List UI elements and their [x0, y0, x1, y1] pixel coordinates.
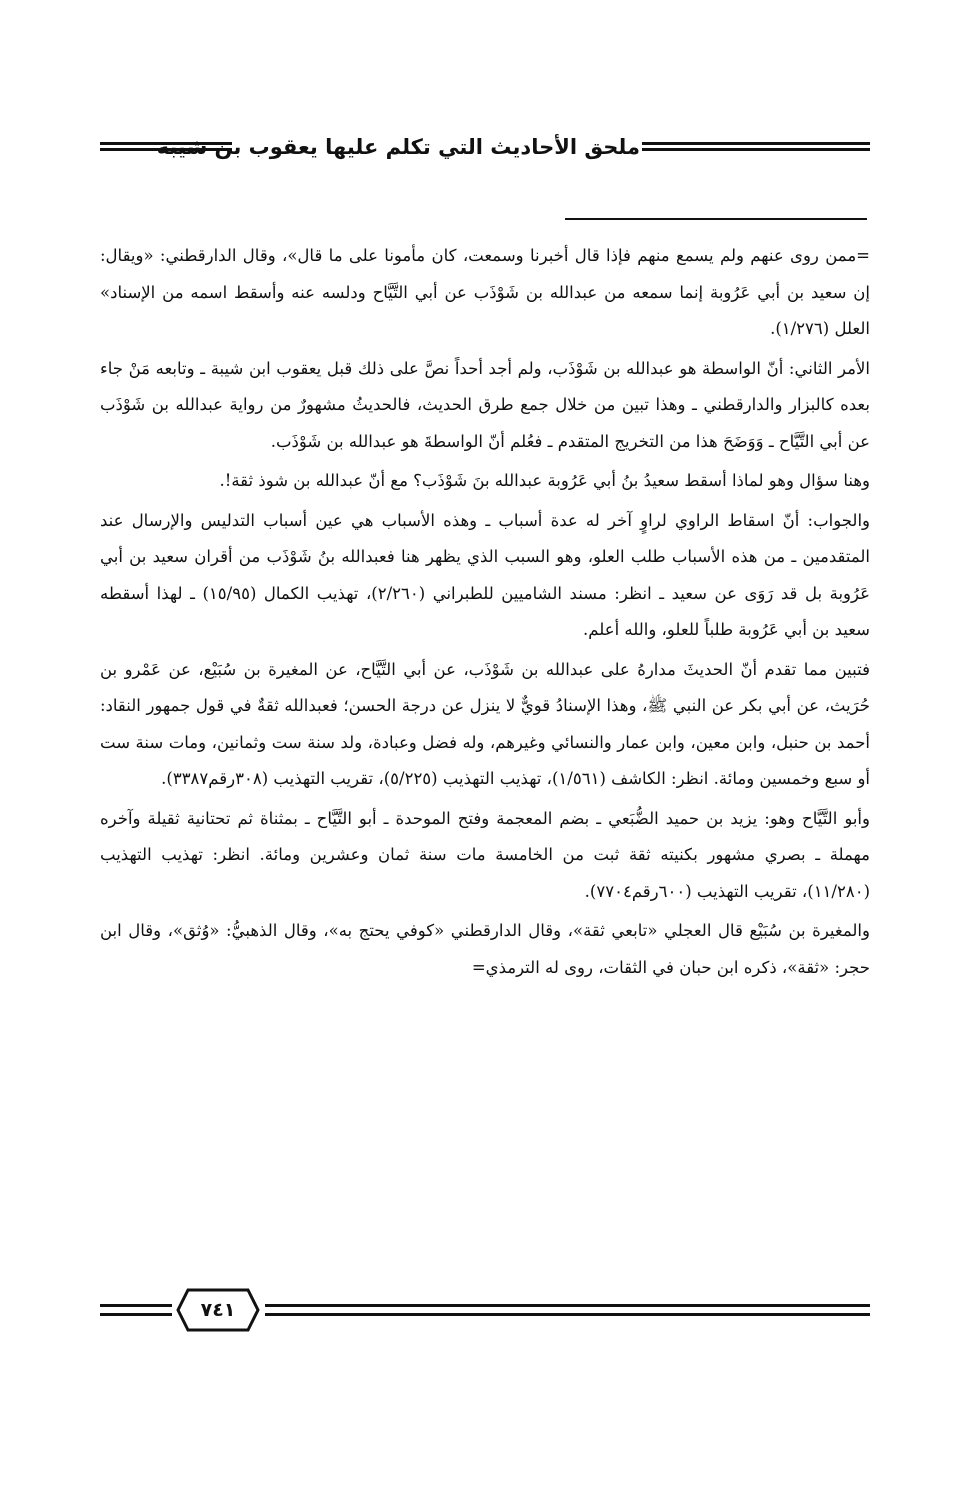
page-number: ٧٤١: [200, 1299, 236, 1321]
footer-rule-left: [100, 1304, 172, 1316]
header-rule-right: [642, 142, 870, 151]
footnote-text: [100, 238, 870, 989]
running-header: [100, 128, 870, 168]
paragraph: الأمر الثاني: أنّ الواسطة هو عبدالله بن شَوْذَب، ولم أجد أحداً نصَّ على ذلك قبل يعقوب ابن شيبة ـ وتابعه مَنْ جاء بعده كالبزار والدارقطني ـ وهذا تبين من خلال جمع طرق الحديث، فالحديثُ مشهورٌ من رواية عبدالله بن شَوْذَب عن أبي التَّيَّاح ـ وَوَضَحَ هذا من التخريج المتقدم ـ فعُلم أنّ الواسطةَ هو عبدالله بن شَوْذَب.: [100, 358, 870, 451]
paragraph: والمغيرة بن سُبَيْع قال العجلي «تابعي ثقة»، وقال الدارقطني «كوفي يحتج به»، وقال الذهبيُّ: «وُثق»، وقال ابن حجر: «ثقة»، ذكره ابن حبان في الثقات، روى له الترمذي=: [100, 921, 870, 977]
paragraph: =ممن روى عنهم ولم يسمع منهم فإذا قال أخبرنا وسمعت، كان مأمونا على ما قال»، وقال الدارقطني: «ويقال: إن سعيد بن أبي عَرُوبة إنما سمعه من عبدالله بن شَوْذَب عن أبي التَّيَّاح ودلسه عنه وأسقط اسمه من الإسناد» العلل (١/٢٧٦).: [100, 246, 870, 338]
paragraph: فتبين مما تقدم أنّ الحديثَ مدارهُ على عبدالله بن شَوْذَب، عن أبي التَّيَّاح، عن المغيرة بن سُبَيْع، عن عَمْرو بن حُرَيث، عن أبي بكر عن النبي ﷺ، وهذا الإسنادُ قويٌّ لا ينزل عن درجة الحسن؛ فعبدالله ثقةٌ في قول جمهور النقاد: أحمد بن حنبل، وابن معين، وابن عمار والنسائي وغيرهم، وله فضل وعبادة، ولد سنة ست وثمانين، ومات سنة ست أو سبع وخمسين ومائة. انظر: الكاشف (١/٥٦١)، تهذيب التهذيب (٥/٢٢٥)، تقريب التهذيب (٣٠٨رقم٣٣٨٧).: [100, 659, 870, 788]
running-title: ملحق الأحاديث التي تكلم عليها يعقوب بن شيبة: [156, 135, 640, 159]
paragraph: والجواب: أنّ اسقاط الراوي لراوٍ آخر له عدة أسباب ـ وهذه الأسباب هي عين أسباب التدليس والإرسال عند المتقدمين ـ من هذه الأسباب طلب العلو، وهو السبب الذي يظهر هنا فعبدالله بنُ شَوْذَب من أقران سعيد بن أبي عَرُوبة بل قد رَوَى عن سعيد ـ انظر: مسند الشاميين للطبراني (٢/٢٦٠)، تهذيب الكمال (١٥/٩٥) ـ لهذا أسقطه سعيد بن أبي عَرُوبة طلباً للعلو، والله أعلم.: [100, 510, 870, 639]
page-number-badge: [176, 1288, 260, 1332]
footer-rule-right: [265, 1304, 870, 1316]
footnote-separator: [565, 218, 867, 220]
paragraph: وهنا سؤال وهو لماذا أسقط سعيدُ بنُ أبي عَرُوبة عبدالله بنَ شَوْذَب؟ مع أنّ عبدالله بن شوذ ثقة!.: [219, 471, 870, 490]
page-footer: [100, 1286, 870, 1336]
paragraph: وأبو التَّيَّاح وهو: يزيد بن حميد الضُّبَعي ـ بضم المعجمة وفتح الموحدة ـ أبو التَّيَّاح ـ بمثناة ثم تحتانية ثقيلة وآخره مهملة ـ بصري مشهور بكنيته ثقة ثبت من الخامسة مات سنة ثمان وعشرين ومائة. انظر: تهذيب التهذيب (١١/٢٨٠)، تقريب التهذيب (٦٠٠رقم٧٧٠٤).: [100, 808, 870, 901]
